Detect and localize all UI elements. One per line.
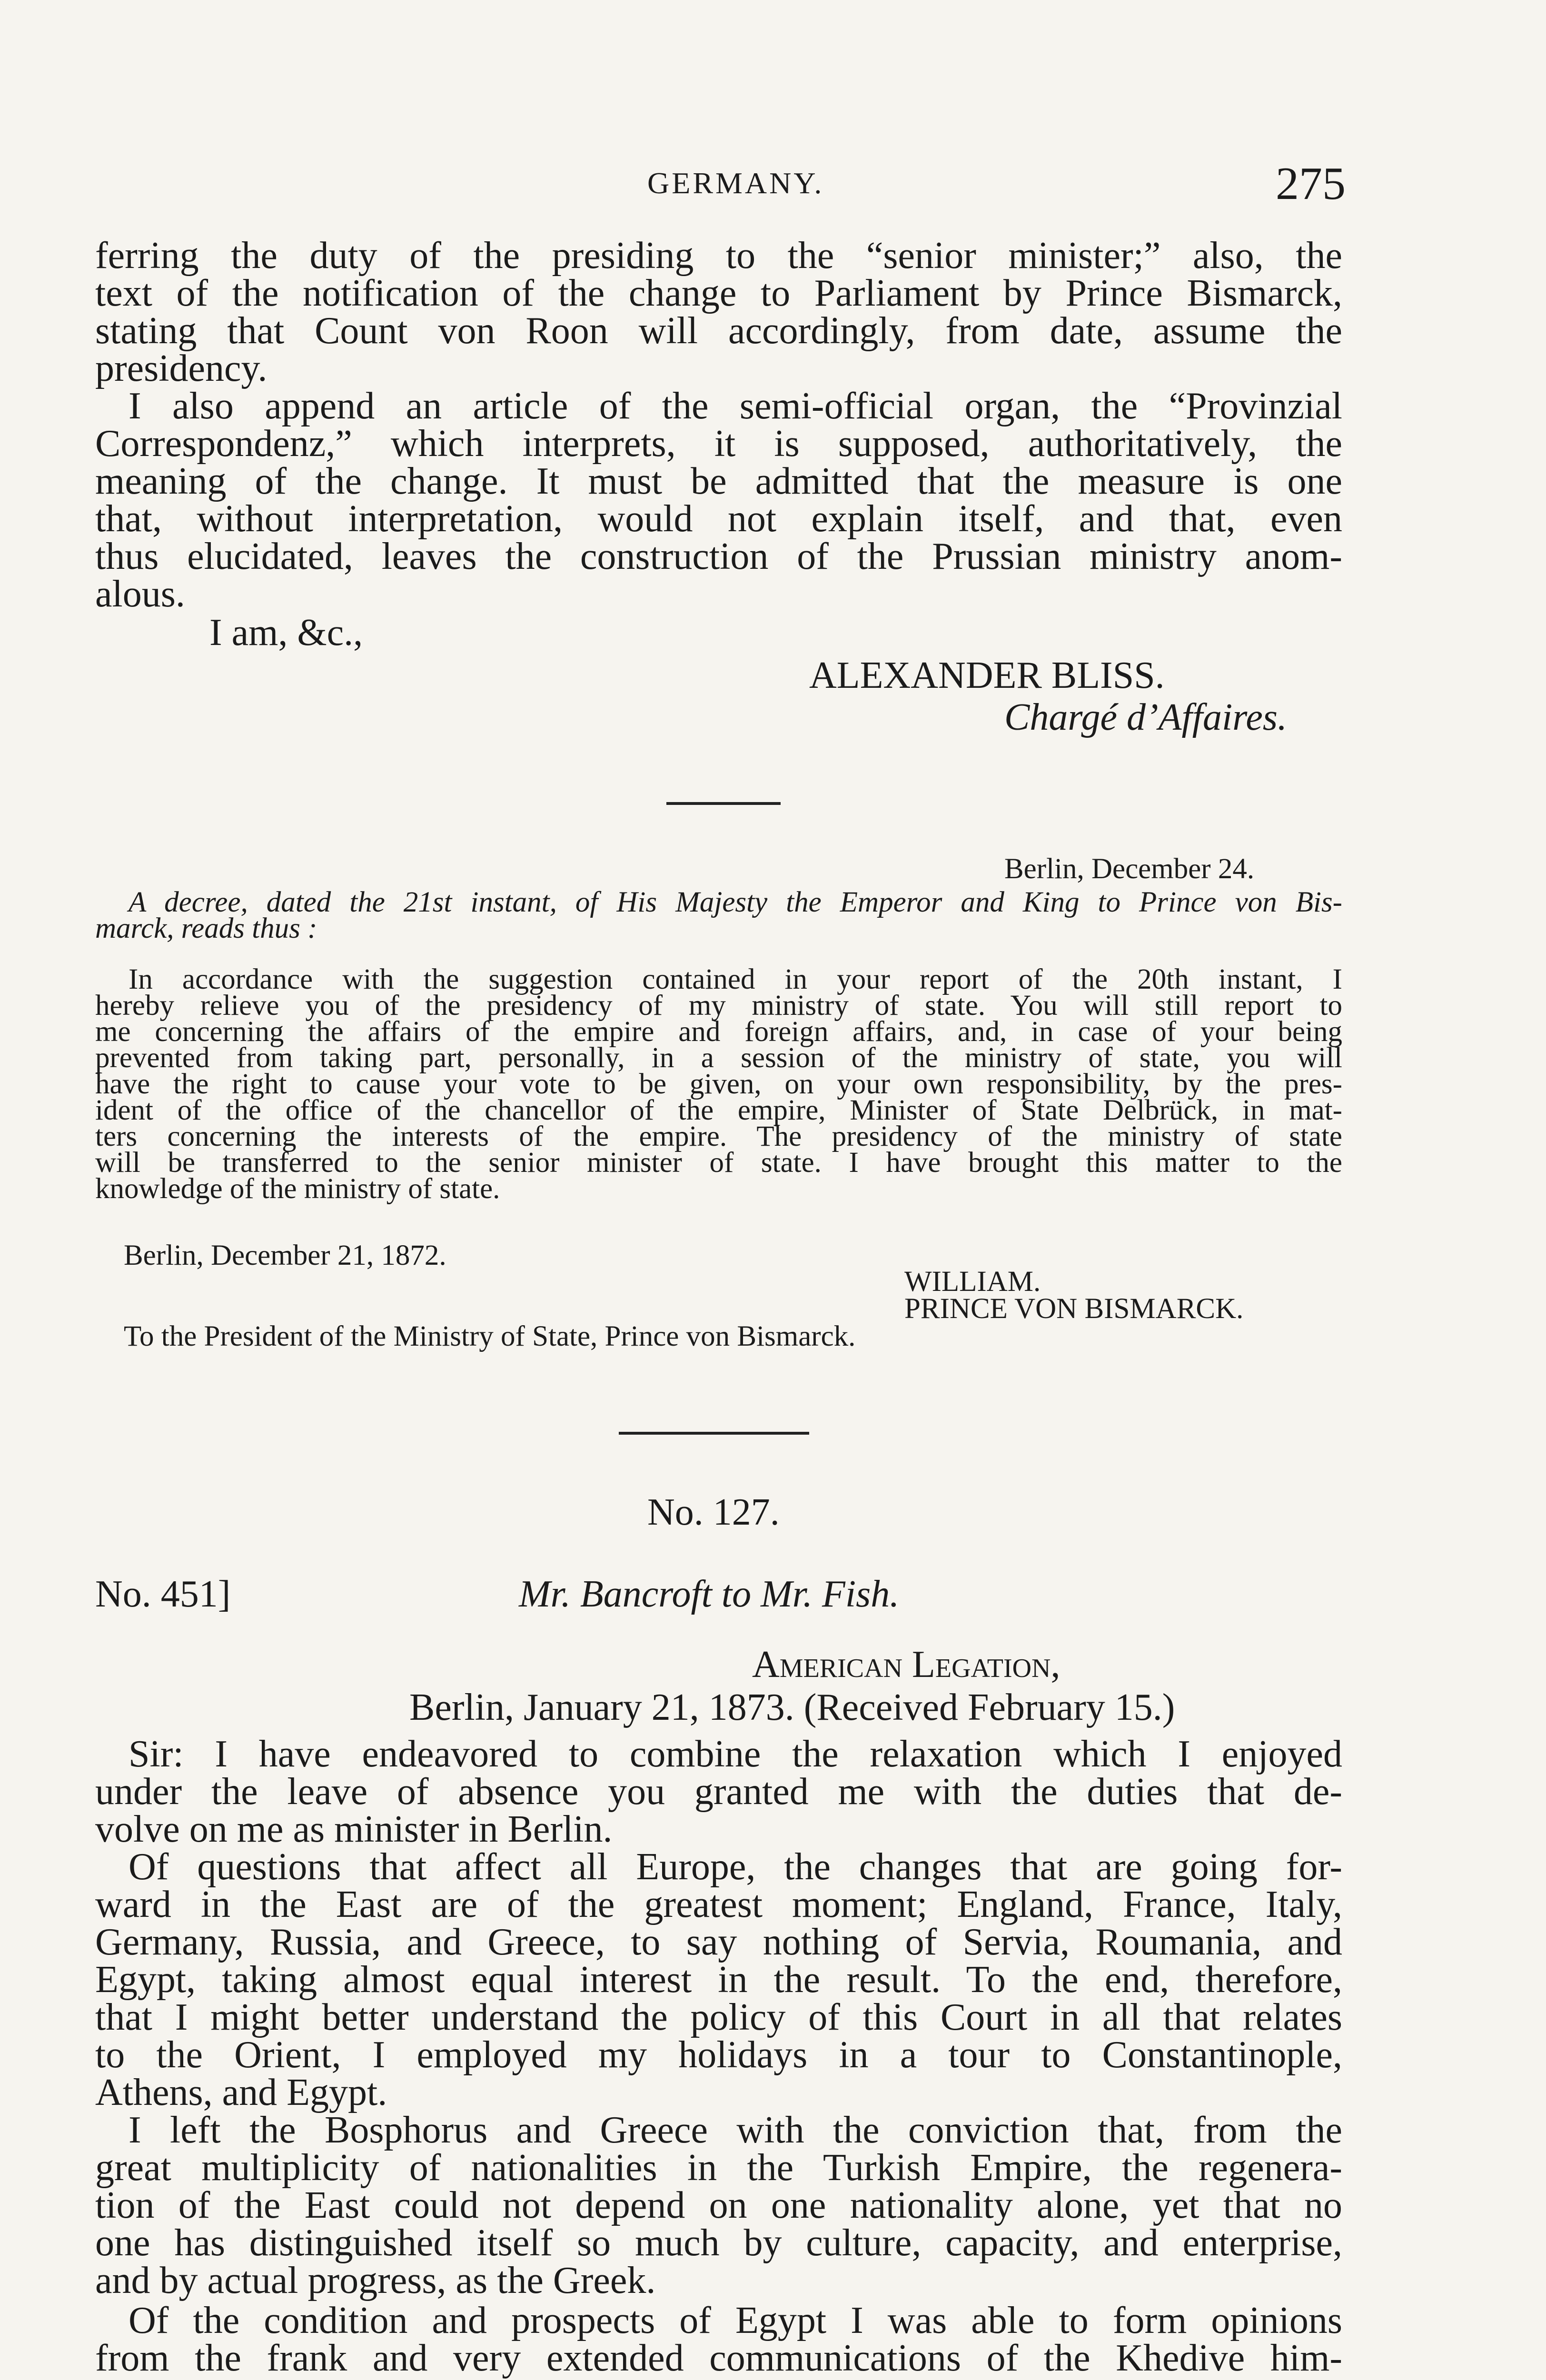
letter127-paragraph-2 (95, 1848, 1342, 2112)
text-line: stating that Count von Roon will accordingly, from date, assume the (95, 310, 1342, 352)
text-line: volve on me as minister in Berlin. (95, 1808, 613, 1850)
enclosure-dateline: Berlin, December 24. (1004, 853, 1255, 885)
signature-title: Chargé d’Affaires. (1004, 696, 1288, 738)
text-line: tion of the East could not depend on one nationality alone, yet that no (95, 2184, 1342, 2226)
text-line: from the frank and very extended communications of the Khedive him- (95, 2337, 1342, 2379)
text-line: Of questions that affect all Europe, the changes that are going for- (129, 1846, 1342, 1888)
decree-date: Berlin, December 21, 1872. (124, 1240, 446, 1271)
text-line: ward in the East are of the greatest moment; England, France, Italy, (95, 1884, 1342, 1925)
text-line: knowledge of the ministry of state. (95, 1173, 500, 1205)
text-line: presidency. (95, 347, 268, 389)
letter-closing: I am, &c., (209, 612, 363, 654)
document-heading: Mr. Bancroft to Mr. Fish. (519, 1573, 900, 1615)
text-line: I left the Bosphorus and Greece with the conviction that, from the (129, 2109, 1342, 2151)
letter-paragraph-2 (95, 387, 1342, 613)
text-line: Egypt, taking almost equal interest in the result. To the end, therefore, (95, 1959, 1342, 2001)
decree-text (95, 963, 1342, 1205)
text-line: to the Orient, I employed my holidays in a tour to Constantinople, (95, 2034, 1342, 2076)
text-line: great multiplicity of nationalities in the Turkish Empire, the regenera- (95, 2147, 1342, 2189)
text-line: text of the notification of the change to Parliament by Prince Bismarck, (95, 272, 1342, 314)
text-line: Correspondenz,” which interprets, it is supposed, authoritatively, the (95, 423, 1342, 465)
text-line: alous. (95, 573, 185, 615)
decree-signer-1: WILLIAM. (904, 1266, 1041, 1298)
document-number: No. 127. (647, 1491, 780, 1533)
page-header (0, 157, 1546, 214)
decree-signer-2: PRINCE VON BISMARCK. (904, 1293, 1244, 1325)
enclosure-intro (95, 886, 1342, 944)
text-line: will be transferred to the senior minister of state. I have brought this matter to the (95, 1147, 1342, 1179)
text-line: prevented from taking part, personally, in a session of the ministry of state, you will (95, 1042, 1342, 1074)
text-line: under the leave of absence you granted me with the duties that de- (95, 1771, 1342, 1813)
text-line: thus elucidated, leaves the construction of the Prussian ministry anom- (95, 536, 1342, 577)
text-line: I also append an article of the semi-official organ, the “Provinzial (129, 385, 1342, 427)
text-line: meaning of the change. It must be admitted that the measure is one (95, 460, 1342, 502)
decree-addressee: To the President of the Ministry of State, Prince von Bismarck. (124, 1320, 856, 1352)
text-line: Athens, and Egypt. (95, 2072, 387, 2113)
text-line: A decree, dated the 21st instant, of His Majesty the Emperor and King to Prince von Bis- (129, 886, 1342, 918)
text-line: Of the condition and prospects of Egypt I was able to form opinions (129, 2300, 1342, 2341)
document-reference: No. 451] (95, 1573, 231, 1615)
text-line: one has distinguished itself so much by culture, capacity, and enterprise, (95, 2222, 1342, 2264)
signature-name: ALEXANDER BLISS. (809, 654, 1165, 696)
text-line: In accordance with the suggestion contained in your report of the 20th instant, I (129, 963, 1342, 995)
section-divider (619, 1432, 809, 1435)
text-line: that, without interpretation, would not explain itself, and that, even (95, 498, 1342, 540)
letter-paragraph-1 (95, 237, 1342, 387)
letter127-paragraph-3 (95, 2109, 1342, 2301)
legation-line: American Legation, (752, 1644, 1060, 1686)
text-line: hereby relieve you of the presidency of my ministry of state. You will still report to (95, 990, 1342, 1021)
letter-dateline: Berlin, January 21, 1873. (Received February 15.) (409, 1686, 1175, 1728)
running-head: GERMANY. (647, 166, 824, 200)
text-line: ident of the office of the chancellor of the empire, Minister of State Delbrück, in mat- (95, 1094, 1342, 1126)
text-line: ferring the duty of the presiding to the “senior minister;” also, the (95, 235, 1342, 277)
text-line: that I might better understand the policy of this Court in all that relates (95, 1996, 1342, 2038)
text-line: Germany, Russia, and Greece, to say nothing of Servia, Roumania, and (95, 1921, 1342, 1963)
page-number: 275 (1276, 158, 1346, 209)
text-line: have the right to cause your vote to be given, on your own responsibility, by the pres- (95, 1068, 1342, 1100)
text-line: ters concerning the interests of the empire. The presidency of the ministry of state (95, 1121, 1342, 1152)
letter127-paragraph-1 (95, 1735, 1342, 1848)
text-line: and by actual progress, as the Greek. (95, 2260, 656, 2301)
section-divider (666, 802, 781, 805)
letter127-paragraph-4 (95, 2302, 1342, 2377)
text-line: Sir: I have endeavored to combine the relaxation which I enjoyed (129, 1733, 1342, 1775)
text-line: marck, reads thus : (95, 912, 317, 944)
text-line: me concerning the affairs of the empire and foreign affairs, and, in case of your being (95, 1016, 1342, 1048)
